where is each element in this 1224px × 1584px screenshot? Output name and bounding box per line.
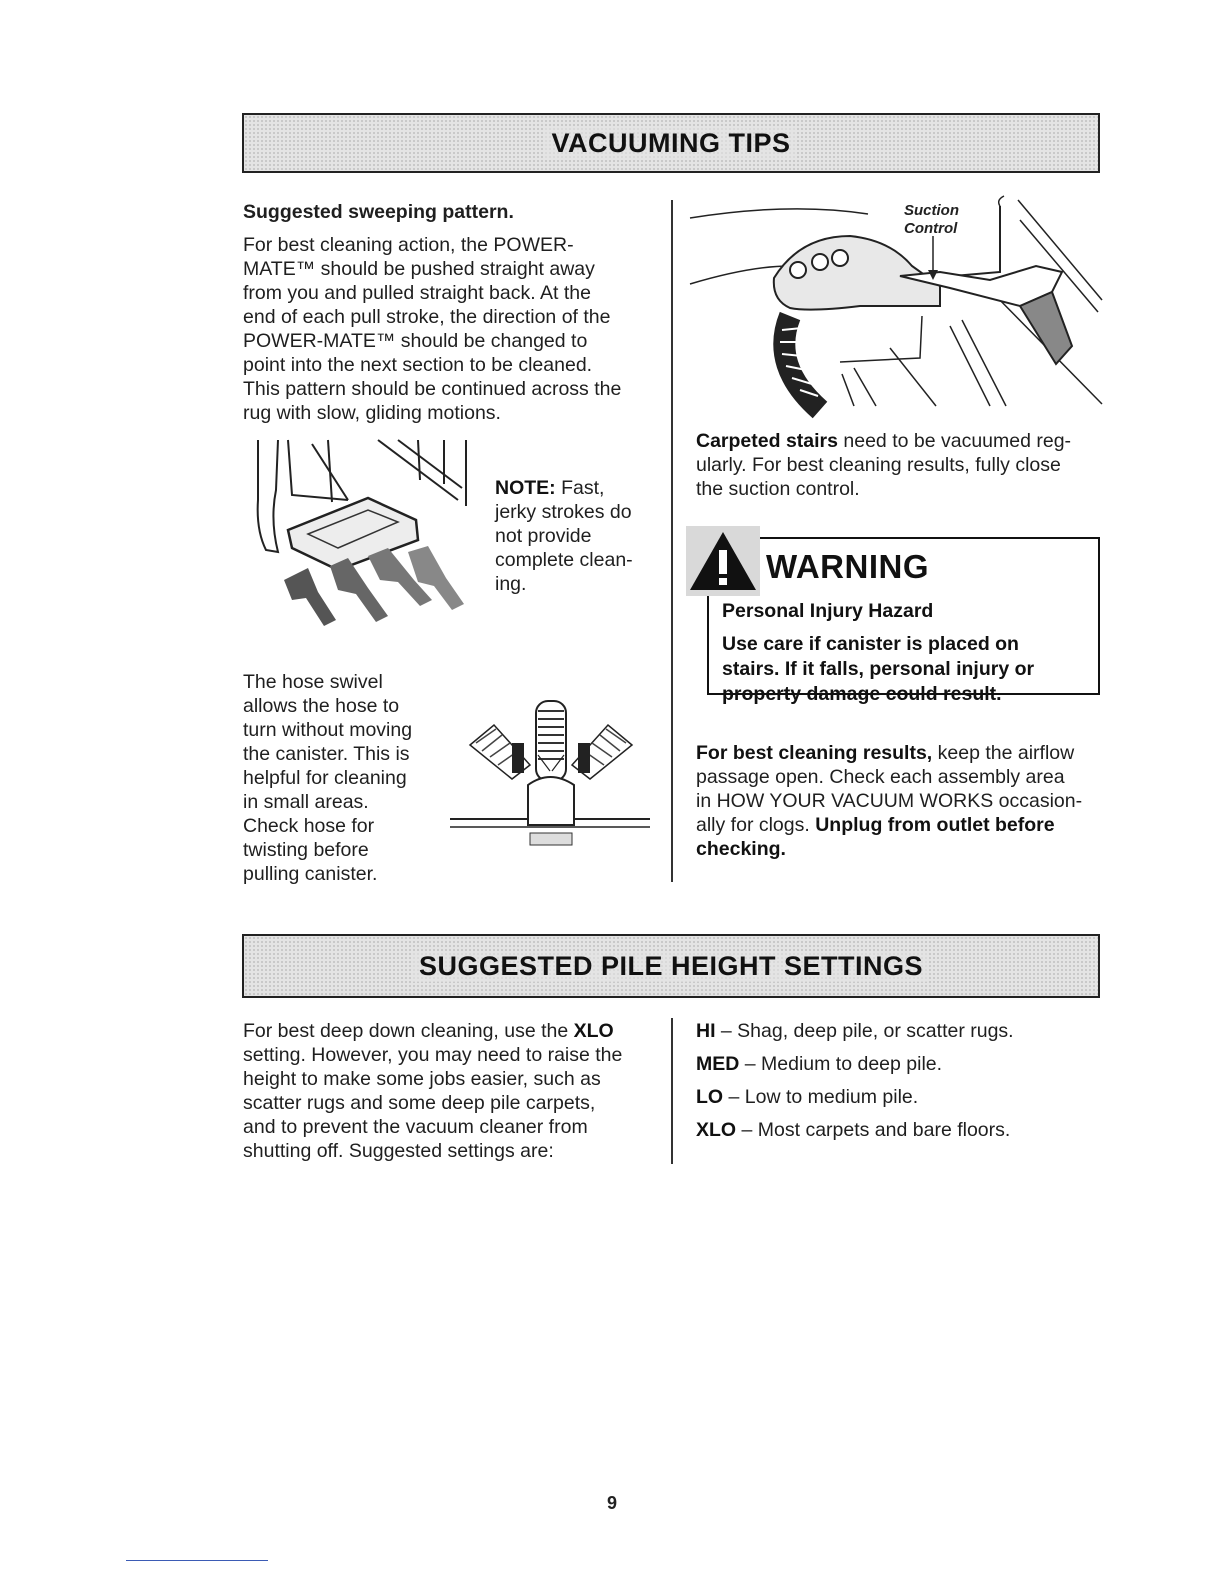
swivel-line: allows the hose to — [243, 695, 400, 717]
warning-triangle-icon — [686, 526, 760, 596]
swivel-line: pulling canister. — [243, 863, 378, 885]
pile-intro-line: shutting off. Suggested settings are: — [243, 1140, 554, 1162]
pile-height-intro — [243, 1019, 663, 1163]
swivel-line: helpful for cleaning — [243, 767, 407, 789]
setting-item — [696, 1019, 1106, 1043]
sweeping-heading: Suggested sweeping pattern. — [243, 201, 514, 223]
warning-heading: Personal Injury Hazard — [722, 600, 934, 622]
carpeted-stairs-illustration — [690, 196, 1110, 416]
setting-code: XLO — [696, 1119, 737, 1141]
airflow-line: in HOW YOUR VACUUM WORKS occasion- — [696, 790, 1083, 812]
airflow-bold: Unplug from outlet before — [815, 814, 1055, 836]
setting-item — [696, 1052, 1106, 1076]
suction-control-label — [904, 202, 959, 238]
swivel-line: the canister. This is — [243, 743, 410, 765]
swivel-line: Check hose for — [243, 815, 375, 837]
setting-desc: – Medium to deep pile. — [739, 1053, 943, 1075]
hose-swivel-illustration — [450, 695, 655, 855]
pile-intro-bold: XLO — [573, 1020, 614, 1042]
sweeping-line: end of each pull stroke, the direction of the — [243, 306, 611, 328]
swivel-line: turn without moving — [243, 719, 413, 741]
sweeping-line: For best cleaning action, the POWER- — [243, 234, 574, 256]
column-divider — [671, 200, 673, 882]
setting-code: LO — [696, 1086, 724, 1108]
setting-desc: – Low to medium pile. — [723, 1086, 919, 1108]
sweeping-line: from you and pulled straight back. At the — [243, 282, 591, 304]
note-paragraph — [495, 476, 655, 596]
stairs-bold: Carpeted stairs — [696, 430, 838, 452]
pile-intro-line: scatter rugs and some deep pile carpets, — [243, 1092, 596, 1114]
stairs-paragraph — [696, 429, 1106, 501]
setting-code: HI — [696, 1020, 716, 1042]
note-line: Fast, — [555, 477, 605, 499]
pile-intro-line: setting. However, you may need to raise the — [243, 1044, 623, 1066]
note-line: jerky strokes do — [495, 501, 632, 523]
swivel-line: in small areas. — [243, 791, 369, 813]
setting-desc: – Shag, deep pile, or scatter rugs. — [715, 1020, 1014, 1042]
setting-desc: – Most carpets and bare floors. — [736, 1119, 1011, 1141]
suction-label-line: Control — [904, 220, 958, 237]
note-line: not provide — [495, 525, 592, 547]
warning-line: Use care if canister is placed on — [722, 633, 1019, 655]
sweeping-pattern-illustration — [248, 440, 478, 640]
airflow-bold: checking. — [696, 838, 786, 860]
swivel-paragraph — [243, 670, 443, 886]
airflow-line: keep the airflow — [932, 742, 1075, 764]
airflow-line: passage open. Check each assembly area — [696, 766, 1065, 788]
pile-height-title: SUGGESTED PILE HEIGHT SETTINGS — [413, 951, 929, 982]
vacuuming-tips-banner — [242, 113, 1100, 173]
sweeping-paragraph — [243, 233, 653, 425]
swivel-line: The hose swivel — [243, 671, 383, 693]
pile-height-banner — [242, 934, 1100, 998]
note-label: NOTE: — [495, 477, 556, 499]
suction-label-line: Suction — [904, 202, 959, 219]
sweeping-line: This pattern should be continued across the — [243, 378, 622, 400]
stairs-line: the suction control. — [696, 478, 860, 500]
note-line: complete clean- — [495, 549, 633, 571]
airflow-line: ally for clogs. — [696, 814, 816, 836]
page-number: 9 — [606, 1493, 617, 1513]
column-divider — [671, 1018, 673, 1164]
setting-code: MED — [696, 1053, 740, 1075]
vacuuming-tips-title: VACUUMING TIPS — [545, 128, 796, 159]
sweeping-line: rug with slow, gliding motions. — [243, 402, 501, 424]
pile-intro-line: For best deep down cleaning, use the — [243, 1020, 574, 1042]
sweeping-line: POWER-MATE™ should be changed to — [243, 330, 588, 352]
sweeping-line: point into the next section to be cleaned. — [243, 354, 593, 376]
footer-line — [126, 1560, 268, 1561]
warning-line: stairs. If it falls, personal injury or — [722, 658, 1035, 680]
airflow-paragraph — [696, 741, 1106, 861]
stairs-line: need to be vacuumed reg- — [837, 430, 1072, 452]
swivel-line: twisting before — [243, 839, 369, 861]
note-line: ing. — [495, 573, 527, 595]
stairs-line: ularly. For best cleaning results, fully close — [696, 454, 1061, 476]
sweeping-line: MATE™ should be pushed straight away — [243, 258, 595, 280]
airflow-bold: For best cleaning results, — [696, 742, 933, 764]
warning-line: property damage could result. — [722, 683, 1002, 705]
setting-item — [696, 1085, 1106, 1109]
setting-item — [696, 1118, 1106, 1142]
pile-settings-list — [696, 1019, 1106, 1142]
pile-intro-line: and to prevent the vacuum cleaner from — [243, 1116, 588, 1138]
warning-body — [722, 632, 1082, 707]
warning-title: WARNING — [766, 548, 929, 585]
pile-intro-line: height to make some jobs easier, such as — [243, 1068, 601, 1090]
